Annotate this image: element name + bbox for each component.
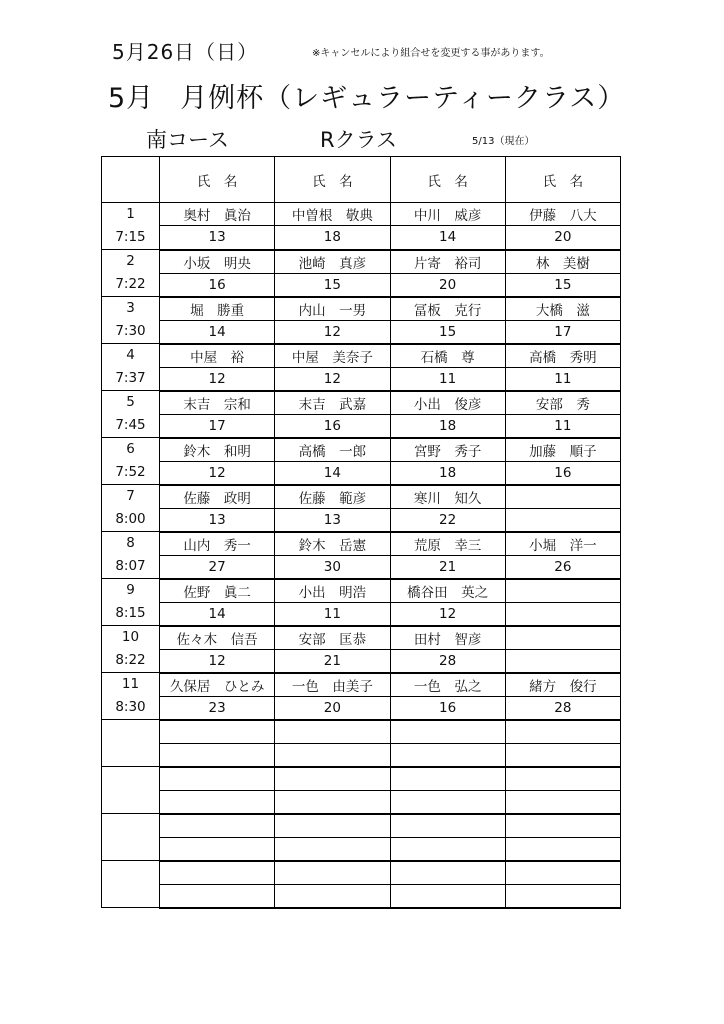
empty-row (102, 814, 621, 838)
player-handicap: 12 (275, 367, 390, 391)
empty-cell (505, 884, 620, 908)
player-name (505, 485, 620, 509)
player-name: 池崎 真彦 (275, 250, 390, 274)
player-handicap: 12 (390, 602, 505, 626)
player-handicap: 11 (275, 602, 390, 626)
player-handicap: 18 (390, 414, 505, 438)
tee-time: 8:07 (115, 558, 146, 574)
empty-cell (390, 837, 505, 861)
player-name: 奥村 眞治 (160, 203, 275, 226)
empty-cell (275, 720, 390, 744)
empty-row (102, 837, 621, 861)
player-handicap: 22 (390, 508, 505, 532)
tee-time: 8:22 (115, 652, 146, 668)
group-handicap-row (102, 367, 621, 391)
empty-cell (390, 814, 505, 838)
group-handicap-row (102, 649, 621, 673)
empty-row (102, 790, 621, 814)
player-name: 末吉 宗和 (160, 391, 275, 415)
group-cell (102, 579, 160, 626)
player-name: 佐々木 信吾 (160, 626, 275, 650)
group-cell (102, 250, 160, 297)
group-number: 6 (126, 441, 135, 457)
empty-cell (505, 743, 620, 767)
group-name-row (102, 438, 621, 462)
empty-cell (160, 790, 275, 814)
player-name: 小出 俊彦 (390, 391, 505, 415)
player-name: 宮野 秀子 (390, 438, 505, 462)
player-handicap: 13 (275, 508, 390, 532)
player-name: 内山 一男 (275, 297, 390, 321)
player-name (505, 579, 620, 603)
column-header: 氏 名 (160, 157, 275, 203)
empty-cell (160, 814, 275, 838)
player-handicap: 17 (505, 320, 620, 344)
tee-time: 7:15 (115, 229, 146, 245)
empty-row (102, 861, 621, 885)
player-handicap: 16 (160, 273, 275, 297)
class-label: Rクラス (320, 128, 397, 152)
empty-cell (390, 720, 505, 744)
group-number: 9 (126, 582, 135, 598)
group-number: 4 (126, 347, 135, 363)
group-number: 8 (126, 535, 135, 551)
header-row (102, 157, 621, 203)
empty-group-cell (102, 861, 160, 908)
player-name: 鈴木 岳憲 (275, 532, 390, 556)
player-handicap: 14 (160, 320, 275, 344)
groups-body (102, 203, 621, 908)
player-name: 堀 勝重 (160, 297, 275, 321)
player-handicap: 13 (160, 226, 275, 250)
tee-time: 8:30 (115, 699, 146, 715)
group-handicap-row (102, 508, 621, 532)
player-name: 高橋 秀明 (505, 344, 620, 368)
empty-cell (275, 814, 390, 838)
player-name: 小堀 洋一 (505, 532, 620, 556)
column-header: 氏 名 (390, 157, 505, 203)
empty-group-cell (102, 720, 160, 767)
title-name: 月例杯（レギュラーティークラス） (180, 83, 626, 114)
column-header: 氏 名 (505, 157, 620, 203)
player-handicap: 20 (275, 696, 390, 720)
player-name (505, 626, 620, 650)
group-handicap-row (102, 696, 621, 720)
group-number: 5 (126, 394, 135, 410)
player-handicap: 21 (390, 555, 505, 579)
tee-time: 7:45 (115, 417, 146, 433)
empty-cell (505, 720, 620, 744)
empty-row (102, 767, 621, 791)
player-handicap: 27 (160, 555, 275, 579)
group-cell (102, 391, 160, 438)
empty-cell (160, 767, 275, 791)
player-name: 一色 由美子 (275, 673, 390, 697)
player-handicap: 12 (275, 320, 390, 344)
empty-cell (390, 767, 505, 791)
empty-cell (390, 743, 505, 767)
tee-time: 7:22 (115, 276, 146, 292)
empty-group-cell (102, 814, 160, 861)
change-notice: ※キャンセルにより組合せを変更する事があります。 (312, 48, 550, 59)
player-name: 久保居 ひとみ (160, 673, 275, 697)
player-name: 佐野 眞二 (160, 579, 275, 603)
player-name: 小出 明浩 (275, 579, 390, 603)
group-cell (102, 485, 160, 532)
empty-cell (275, 837, 390, 861)
empty-cell (505, 837, 620, 861)
player-name: 山内 秀一 (160, 532, 275, 556)
pairing-table (101, 156, 621, 909)
group-name-row (102, 203, 621, 226)
group-handicap-row (102, 414, 621, 438)
player-handicap (505, 649, 620, 673)
player-handicap: 11 (505, 414, 620, 438)
player-name: 緒方 俊行 (505, 673, 620, 697)
empty-cell (505, 790, 620, 814)
player-handicap: 11 (390, 367, 505, 391)
group-number: 10 (121, 629, 140, 645)
tee-time: 8:15 (115, 605, 146, 621)
player-name: 伊藤 八大 (505, 203, 620, 226)
player-name: 佐藤 政明 (160, 485, 275, 509)
group-cell (102, 203, 160, 250)
empty-cell (275, 790, 390, 814)
tee-time: 7:37 (115, 370, 146, 386)
empty-group-cell (102, 767, 160, 814)
group-handicap-row (102, 320, 621, 344)
player-handicap: 12 (160, 367, 275, 391)
empty-cell (275, 861, 390, 885)
page-title (108, 76, 625, 115)
empty-cell (505, 767, 620, 791)
empty-cell (505, 814, 620, 838)
player-handicap: 15 (390, 320, 505, 344)
player-name: 高橋 一郎 (275, 438, 390, 462)
group-name-row (102, 344, 621, 368)
player-handicap: 14 (275, 461, 390, 485)
player-handicap: 26 (505, 555, 620, 579)
player-handicap: 28 (390, 649, 505, 673)
empty-row (102, 743, 621, 767)
player-handicap: 14 (390, 226, 505, 250)
empty-cell (160, 861, 275, 885)
group-name-row (102, 626, 621, 650)
player-name: 片寄 裕司 (390, 250, 505, 274)
player-name: 中曽根 敬典 (275, 203, 390, 226)
player-handicap: 18 (390, 461, 505, 485)
group-name-row (102, 673, 621, 697)
group-name-row (102, 579, 621, 603)
empty-cell (275, 884, 390, 908)
group-cell (102, 438, 160, 485)
empty-cell (160, 720, 275, 744)
player-handicap: 11 (505, 367, 620, 391)
player-handicap: 16 (505, 461, 620, 485)
group-handicap-row (102, 602, 621, 626)
group-number: 11 (121, 676, 140, 692)
player-name: 小坂 明央 (160, 250, 275, 274)
group-handicap-row (102, 555, 621, 579)
player-handicap (505, 602, 620, 626)
group-handicap-row (102, 461, 621, 485)
group-name-row (102, 532, 621, 556)
group-handicap-row (102, 273, 621, 297)
empty-cell (275, 767, 390, 791)
empty-cell (390, 790, 505, 814)
group-cell (102, 673, 160, 720)
player-handicap: 20 (390, 273, 505, 297)
tee-time: 7:30 (115, 323, 146, 339)
player-name: 佐藤 範彦 (275, 485, 390, 509)
player-name: 中屋 美奈子 (275, 344, 390, 368)
player-handicap: 30 (275, 555, 390, 579)
player-handicap: 17 (160, 414, 275, 438)
empty-row (102, 720, 621, 744)
group-number: 7 (126, 488, 135, 504)
empty-cell (390, 861, 505, 885)
tee-time: 7:52 (115, 464, 146, 480)
player-handicap: 28 (505, 696, 620, 720)
player-handicap: 21 (275, 649, 390, 673)
player-name: 石橋 尊 (390, 344, 505, 368)
player-handicap: 18 (275, 226, 390, 250)
player-handicap (505, 508, 620, 532)
player-name: 橋谷田 英之 (390, 579, 505, 603)
tee-time: 8:00 (115, 511, 146, 527)
player-name: 大橋 滋 (505, 297, 620, 321)
player-name: 冨板 克行 (390, 297, 505, 321)
event-date: 5月26日（日） (112, 40, 259, 64)
group-cell (102, 344, 160, 391)
empty-row (102, 884, 621, 908)
player-handicap: 13 (160, 508, 275, 532)
player-handicap: 16 (390, 696, 505, 720)
group-number: 1 (126, 206, 135, 222)
player-handicap: 15 (505, 273, 620, 297)
group-name-row (102, 485, 621, 509)
player-handicap: 20 (505, 226, 620, 250)
player-name: 安部 匡恭 (275, 626, 390, 650)
group-number: 2 (126, 253, 135, 269)
player-handicap: 14 (160, 602, 275, 626)
empty-cell (275, 743, 390, 767)
group-name-row (102, 391, 621, 415)
group-cell (102, 626, 160, 673)
player-handicap: 16 (275, 414, 390, 438)
course-name: 南コース (146, 128, 229, 152)
player-handicap: 12 (160, 649, 275, 673)
player-handicap: 15 (275, 273, 390, 297)
column-header: 氏 名 (275, 157, 390, 203)
player-name: 田村 智彦 (390, 626, 505, 650)
player-name: 寒川 知久 (390, 485, 505, 509)
as-of-date: 5/13（現在） (472, 136, 535, 147)
empty-cell (505, 861, 620, 885)
player-name: 加藤 順子 (505, 438, 620, 462)
player-name: 荒原 幸三 (390, 532, 505, 556)
corner-cell (102, 157, 160, 203)
player-name: 鈴木 和明 (160, 438, 275, 462)
player-handicap: 12 (160, 461, 275, 485)
group-name-row (102, 250, 621, 274)
player-name: 一色 弘之 (390, 673, 505, 697)
player-name: 林 美樹 (505, 250, 620, 274)
group-name-row (102, 297, 621, 321)
player-name: 末吉 武嘉 (275, 391, 390, 415)
group-cell (102, 297, 160, 344)
player-name: 中川 威彦 (390, 203, 505, 226)
player-handicap: 23 (160, 696, 275, 720)
empty-cell (160, 743, 275, 767)
empty-cell (160, 837, 275, 861)
group-cell (102, 532, 160, 579)
player-name: 中屋 裕 (160, 344, 275, 368)
group-handicap-row (102, 226, 621, 250)
group-number: 3 (126, 300, 135, 316)
player-name: 安部 秀 (505, 391, 620, 415)
empty-cell (160, 884, 275, 908)
empty-cell (390, 884, 505, 908)
title-month: 5月 (108, 83, 155, 114)
